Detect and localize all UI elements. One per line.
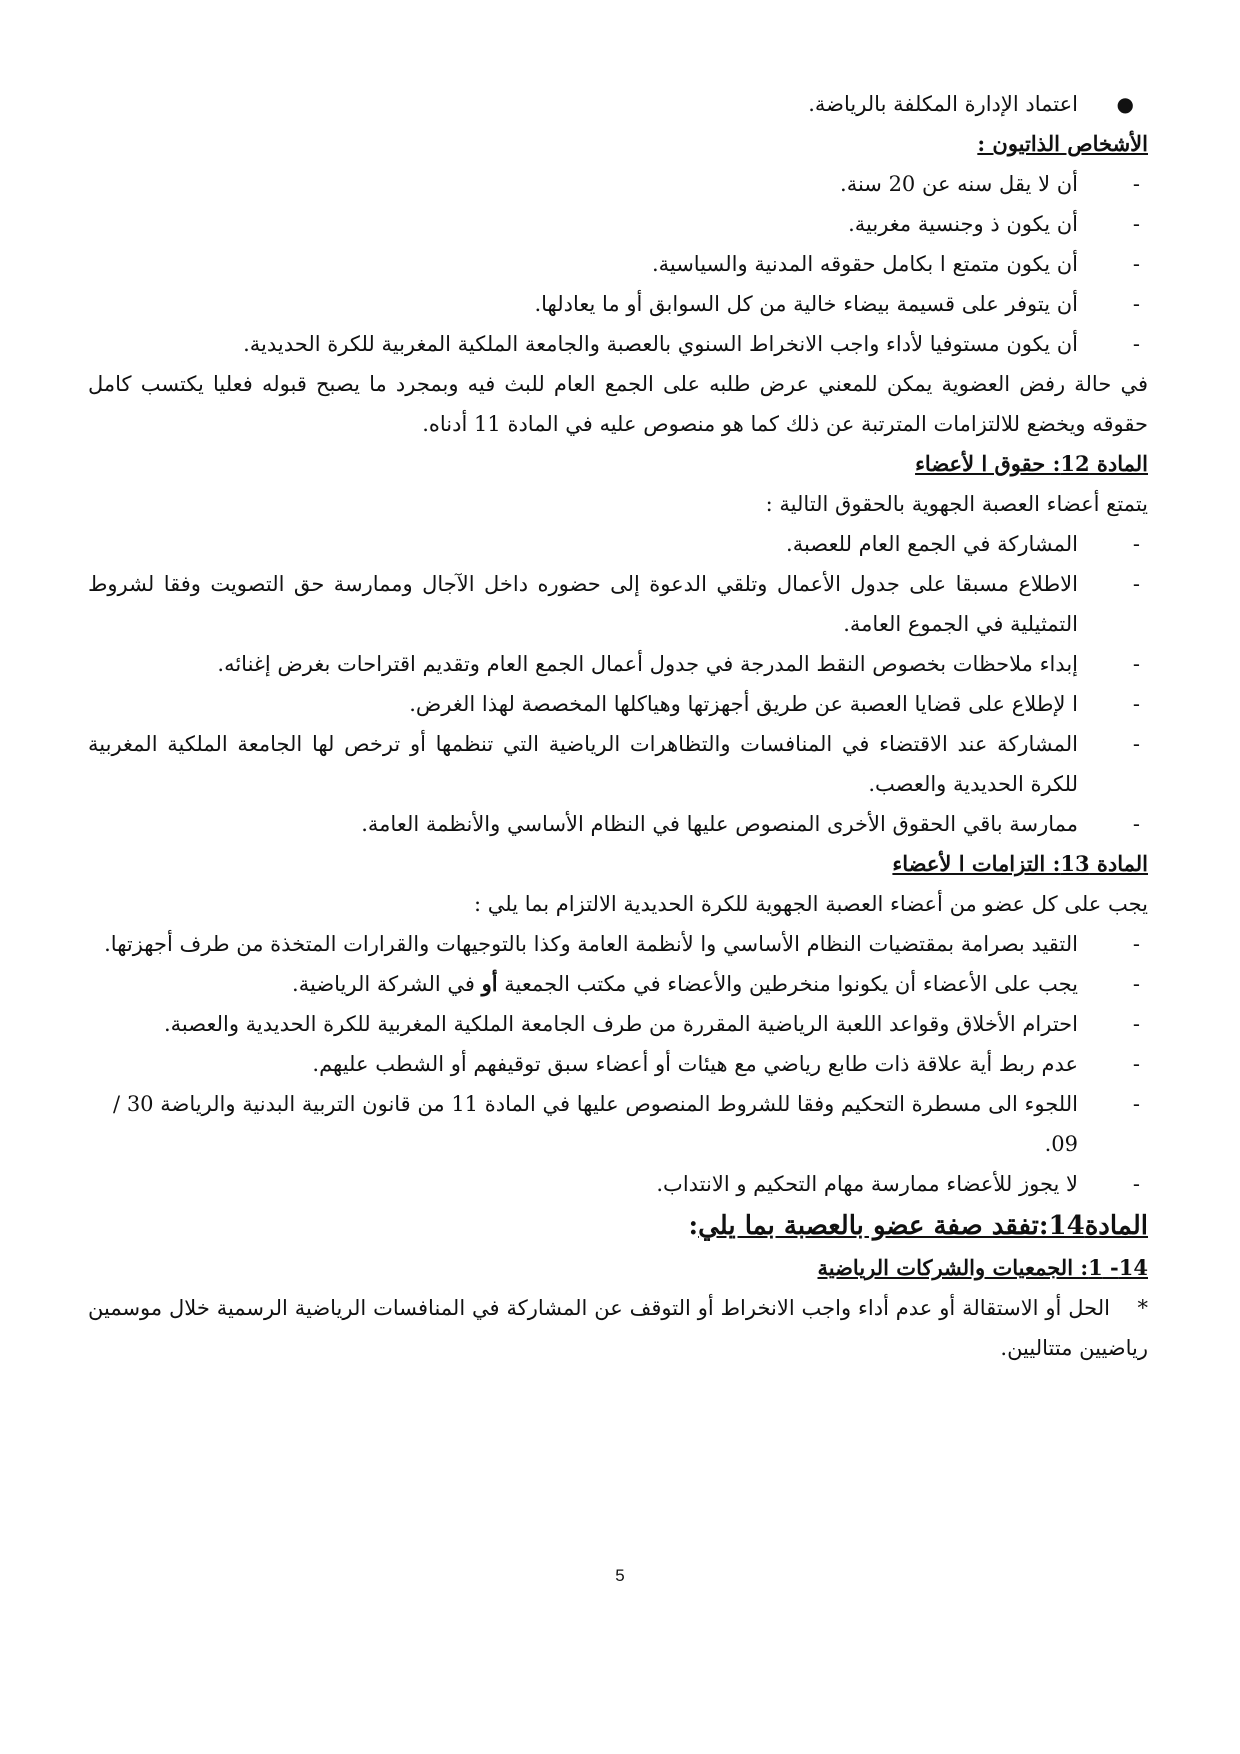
dash-marker: - [1132, 812, 1140, 836]
article-12-intro: يتمتع أعضاء العصبة الجهوية بالحقوق التالية : [765, 492, 1148, 516]
list-item [88, 684, 1148, 724]
list-item [88, 564, 1148, 644]
dash-marker: - [1132, 1052, 1140, 1076]
dash-marker: - [1132, 1172, 1140, 1196]
dash-marker: - [1132, 532, 1140, 556]
list-item-text: ا لإطلاع على قضايا العصبة عن طريق أجهزتها وهياكلها المخصصة لهذا الغرض. [409, 692, 1078, 716]
list-item [88, 324, 1148, 364]
list-item-text: احترام الأخلاق وقواعد اللعبة الرياضية المقررة من طرف الجامعة الملكية المغربية للكرة الحديدية والعصبة. [163, 1012, 1078, 1036]
list-item [88, 1164, 1148, 1204]
article-14-1-paragraph [88, 1288, 1148, 1368]
list-item-text: اللجوء الى مسطرة التحكيم وفقا للشروط المنصوص عليها في المادة 11 من قانون التربية البدنية والرياضة 30 / 09. [113, 1092, 1078, 1156]
dash-marker: - [1132, 932, 1140, 956]
list-item [88, 804, 1148, 844]
dash-marker: - [1132, 332, 1140, 356]
list-item-text: المشاركة عند الاقتضاء في المنافسات والتظاهرات الرياضية التي تنظمها أو ترخص لها الجامعة الملكية المغربية للكرة الحديدية والعصب. [88, 732, 1078, 796]
article-13-heading: المادة 13: التزامات ا لأعضاء [892, 851, 1148, 876]
list-item [88, 1004, 1148, 1044]
list-item-text: أن يكون مستوفيا لأداء واجب الانخراط السنوي بالعصبة والجامعة الملكية المغربية للكرة الحديدية. [243, 332, 1078, 356]
dash-marker: - [1132, 692, 1140, 716]
refusal-paragraph: في حالة رفض العضوية يمكن للمعني عرض طلبه على الجمع العام للبث فيه وبمجرد ما يصبح قبوله فعليا يكتسب كامل حقوقه ويخضع للالتزامات المترتبة عن ذلك كما هو منصوص عليه في المادة 11 أدناه. [88, 372, 1148, 436]
article-14-heading-text: المادة14:تفقد صفة عضو بالعصبة بما يلي [698, 1211, 1148, 1241]
list-item-text: لا يجوز للأعضاء ممارسة مهام التحكيم و الانتداب. [656, 1172, 1078, 1196]
dash-marker: - [1132, 1092, 1140, 1116]
list-item-text: اعتماد الإدارة المكلفة بالرياضة. [808, 92, 1078, 116]
dash-marker: - [1132, 172, 1140, 196]
list-item-text: التقيد بصرامة بمقتضيات النظام الأساسي وا لأنظمة العامة وكذا بالتوجيهات والقرارات المتخذة من طرف أجهزتها. [104, 932, 1078, 956]
dash-marker: - [1132, 212, 1140, 236]
list-item-text: الاطلاع مسبقا على جدول الأعمال وتلقي الدعوة إلى حضوره داخل الآجال وممارسة حق التصويت وفقا لشروط التمثيلية في الجموع العامة. [88, 572, 1078, 636]
article-14-heading [88, 1204, 1148, 1248]
list-item [88, 724, 1148, 804]
list-item [88, 1084, 1148, 1164]
list-item [88, 204, 1148, 244]
dash-marker: - [1132, 652, 1140, 676]
article-14-1-heading: 14- 1: الجمعيات والشركات الرياضية [817, 1255, 1148, 1280]
star-marker: * [1137, 1296, 1148, 1320]
list-item [88, 644, 1148, 684]
list-item-text: عدم ربط أية علاقة ذات طابع رياضي مع هيئات أو أعضاء سبق توقيفهم أو الشطب عليهم. [312, 1052, 1078, 1076]
list-item [88, 1044, 1148, 1084]
article-13-intro: يجب على كل عضو من أعضاء العصبة الجهوية للكرة الحديدية الالتزام بما يلي : [474, 892, 1148, 916]
article-12-heading: المادة 12: حقوق ا لأعضاء [915, 451, 1148, 476]
section-heading-natural-persons: الأشخاص الذاتيون : [977, 131, 1148, 156]
list-item [88, 964, 1148, 1004]
list-item-bold-word: أو [481, 971, 498, 996]
list-item [88, 284, 1148, 324]
paragraph-text: الحل أو الاستقالة أو عدم أداء واجب الانخراط أو التوقف عن المشاركة في المنافسات الرياضية الرسمية خلال موسمين رياضيين متتاليين. [88, 1296, 1148, 1360]
dash-marker: - [1132, 732, 1140, 756]
page-number: 5 [615, 1566, 625, 1585]
list-item-text: المشاركة في الجمع العام للعصبة. [786, 532, 1078, 556]
list-item [88, 924, 1148, 964]
dash-marker: - [1132, 972, 1140, 996]
bullet-icon: ● [1116, 92, 1134, 116]
dash-marker: - [1132, 1012, 1140, 1036]
list-item [88, 244, 1148, 284]
dash-marker: - [1132, 292, 1140, 316]
list-item-text: أن لا يقل سنه عن 20 سنة. [840, 172, 1078, 196]
dash-marker: - [1132, 572, 1140, 596]
list-item-text: أن يكون ذ وجنسية مغربية. [848, 212, 1078, 236]
list-item-text: أن يكون متمتع ا بكامل حقوقه المدنية والسياسية. [651, 252, 1078, 276]
list-item-text-tail: في الشركة الرياضية. [292, 972, 475, 996]
list-item [88, 164, 1148, 204]
dash-marker: - [1132, 252, 1140, 276]
list-item [88, 84, 1148, 124]
list-item-text: يجب على الأعضاء أن يكونوا منخرطين والأعضاء في مكتب الجمعية [504, 972, 1078, 996]
list-item [88, 524, 1148, 564]
article-14-heading-colon: : [688, 1211, 699, 1241]
list-item-text: أن يتوفر على قسيمة بيضاء خالية من كل السوابق أو ما يعادلها. [534, 292, 1078, 316]
list-item-text: ممارسة باقي الحقوق الأخرى المنصوص عليها في النظام الأساسي والأنظمة العامة. [361, 812, 1078, 836]
list-item-text: إبداء ملاحظات بخصوص النقط المدرجة في جدول أعمال الجمع العام وتقديم اقتراحات بغرض إغنائه. [217, 652, 1078, 676]
document-body [88, 84, 1148, 1368]
